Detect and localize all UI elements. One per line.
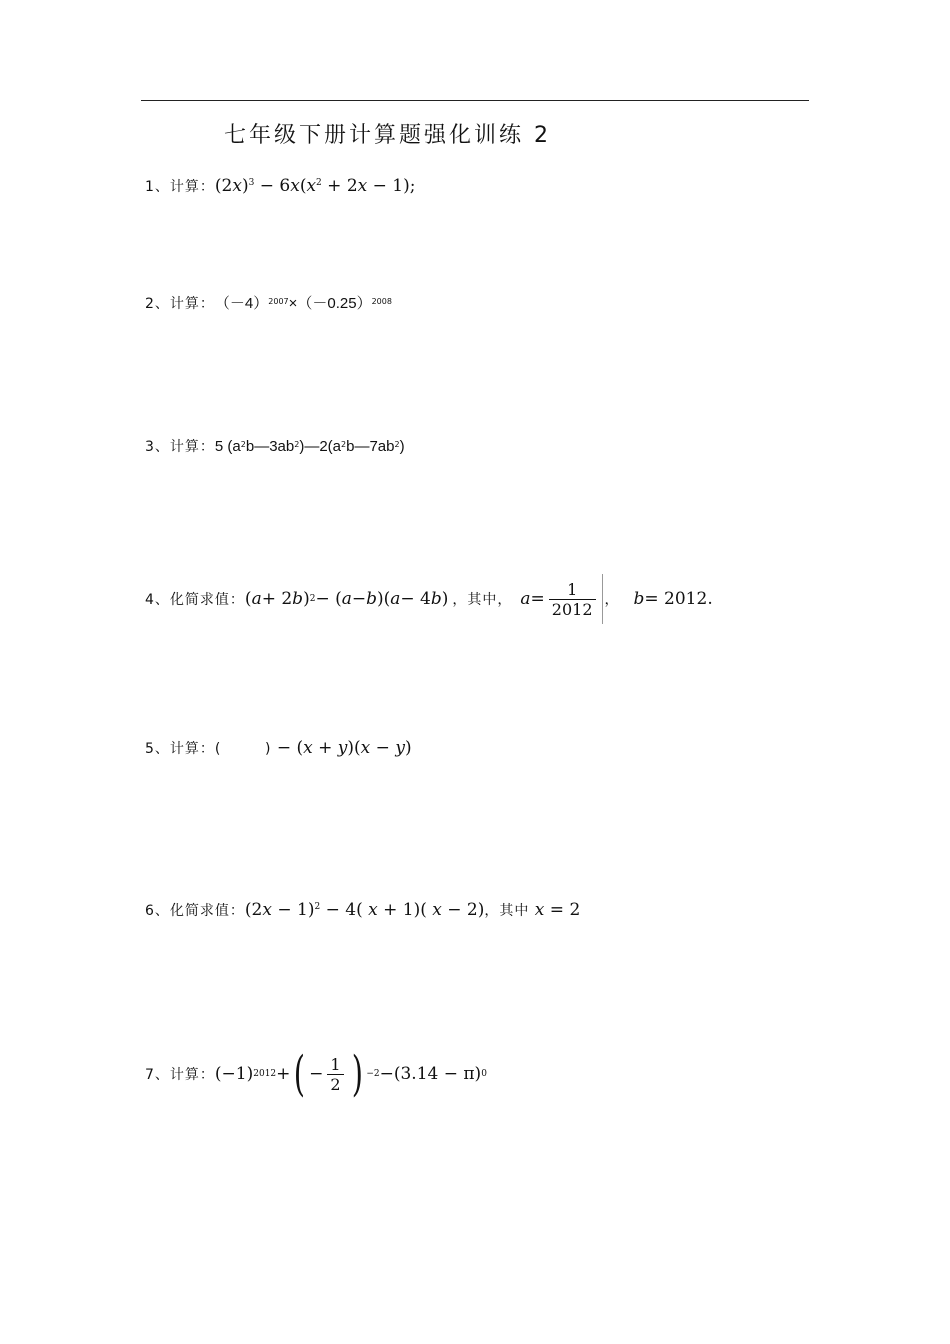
expr-text: 5 (a — [214, 437, 241, 455]
problem-2-expression — [215, 292, 392, 313]
problem-3-expression — [215, 438, 405, 455]
expr-text: )—2(a — [299, 437, 342, 455]
header-rule — [141, 100, 809, 101]
expr-text: − 6 — [254, 176, 291, 196]
expr-text: (3.14 − π) — [393, 1064, 482, 1084]
expr-exponent: 2 — [341, 439, 347, 449]
expr-text: − — [379, 1064, 394, 1084]
expr-exponent: 0 — [481, 1069, 487, 1079]
expr-var: b — [633, 589, 645, 609]
expr-text: − — [370, 738, 396, 758]
expr-var: x — [432, 900, 442, 920]
expr-var: x — [306, 176, 317, 196]
expr-var: x — [534, 900, 545, 920]
expr-exponent: 2012 — [253, 1069, 277, 1079]
problem-7 — [145, 1046, 487, 1102]
expr-text: + 1)( — [377, 900, 433, 920]
expr-exponent: 2 — [314, 902, 321, 912]
expr-text: − 4( — [320, 900, 369, 920]
expr-var: b — [292, 589, 304, 609]
problem-6-label: 6、化简求值： — [145, 903, 245, 919]
expr-text: − — [309, 1064, 324, 1084]
expr-var: a — [341, 589, 352, 609]
expr-text: )( — [347, 738, 361, 758]
expr-text: ×（－0.25） — [288, 295, 372, 312]
expr-text: + 2 — [261, 589, 293, 609]
expr-exponent: 2 — [294, 439, 300, 449]
expr-var: a — [251, 589, 262, 609]
problem-5-label: 5、计算： — [145, 741, 215, 757]
expr-text: ) — [303, 589, 310, 609]
expr-text: = 2012 — [644, 589, 708, 609]
expr-text: − ( — [271, 738, 304, 758]
expr-var: x — [357, 176, 368, 196]
problem-6-expression — [245, 900, 580, 920]
problem-1 — [145, 176, 415, 196]
expr-text: b—3ab — [245, 437, 295, 455]
problem-1-label: 1、计算： — [145, 179, 215, 195]
problem-4 — [145, 574, 713, 624]
page-title: 七年级下册计算题强化训练 2 — [224, 123, 551, 148]
expr-separator: ， — [604, 592, 620, 608]
expr-var: a — [390, 589, 401, 609]
expr-text: ( — [244, 589, 252, 609]
expr-text: )( — [377, 589, 391, 609]
expr-text: − — [351, 589, 367, 609]
expr-text: − 1); — [367, 176, 416, 196]
problem-2-label: 2、计算： — [145, 295, 215, 312]
expr-text: = 2 — [544, 900, 581, 920]
fraction-denominator: 2 — [327, 1074, 343, 1094]
expr-separator: ，其中 — [484, 903, 535, 919]
expr-var: x — [290, 176, 300, 196]
fraction — [549, 580, 596, 619]
expr-text: （－4） — [214, 295, 269, 312]
divider — [602, 574, 603, 624]
expr-text: (2 — [244, 900, 263, 920]
expr-exponent: 2 — [240, 439, 246, 449]
expr-var: b — [430, 589, 442, 609]
expr-text: ) — [404, 738, 412, 758]
expr-text: − 4 — [400, 589, 431, 609]
expr-text: − ( — [315, 589, 342, 609]
expr-text: ) — [241, 176, 249, 196]
expr-text: = — [530, 589, 545, 609]
left-paren: ( — [294, 1046, 306, 1102]
problem-4-label: 4、化简求值： — [145, 592, 245, 608]
expr-exponent: −2 — [366, 1069, 380, 1079]
expr-text: + 2 — [321, 176, 358, 196]
expr-exponent: 2 — [394, 439, 400, 449]
fraction-numerator: 1 — [330, 1054, 341, 1074]
problem-7-expression — [214, 1046, 487, 1102]
right-paren: ) — [351, 1046, 363, 1102]
fraction-denominator: 2012 — [549, 599, 596, 619]
fraction-numerator: 1 — [567, 579, 578, 599]
expr-var: a — [520, 589, 531, 609]
fraction — [327, 1055, 343, 1094]
expr-exponent: 2007 — [268, 297, 289, 306]
blank-parentheses: ( ) — [214, 741, 272, 757]
expr-text: (−1) — [214, 1064, 254, 1084]
problem-6 — [145, 900, 580, 920]
expr-text: (2 — [214, 176, 233, 196]
problem-7-label: 7、计算： — [145, 1067, 215, 1083]
expr-exponent: 2008 — [371, 297, 392, 306]
expr-text: − 2) — [441, 900, 485, 920]
expr-var: x — [262, 900, 272, 920]
problem-5 — [145, 738, 412, 758]
expr-var: y — [337, 738, 348, 758]
expr-text: + — [312, 738, 338, 758]
expr-var: x — [368, 900, 378, 920]
expr-separator: ，其中， — [452, 592, 513, 608]
expr-text: + — [276, 1064, 291, 1084]
expr-exponent: 3 — [248, 178, 255, 188]
expr-var: b — [366, 589, 377, 609]
problem-5-expression — [215, 738, 412, 758]
expr-text: − 1) — [271, 900, 315, 920]
problem-3 — [145, 436, 405, 456]
expr-text: ( — [299, 176, 307, 196]
expr-exponent: 2 — [309, 594, 316, 604]
expr-text: ) — [399, 437, 405, 455]
problem-4-expression — [245, 574, 713, 624]
expr-var: y — [395, 738, 405, 758]
problem-2 — [145, 292, 392, 313]
expr-text: . — [707, 589, 713, 609]
expr-text: ) — [441, 589, 449, 609]
problem-1-expression — [215, 176, 416, 196]
expr-var: x — [232, 176, 242, 196]
expr-exponent: 2 — [316, 178, 322, 188]
expr-text: b—7ab — [346, 437, 395, 455]
expr-var: x — [303, 738, 313, 758]
expr-var: x — [360, 738, 371, 758]
problem-3-label: 3、计算： — [145, 439, 215, 455]
